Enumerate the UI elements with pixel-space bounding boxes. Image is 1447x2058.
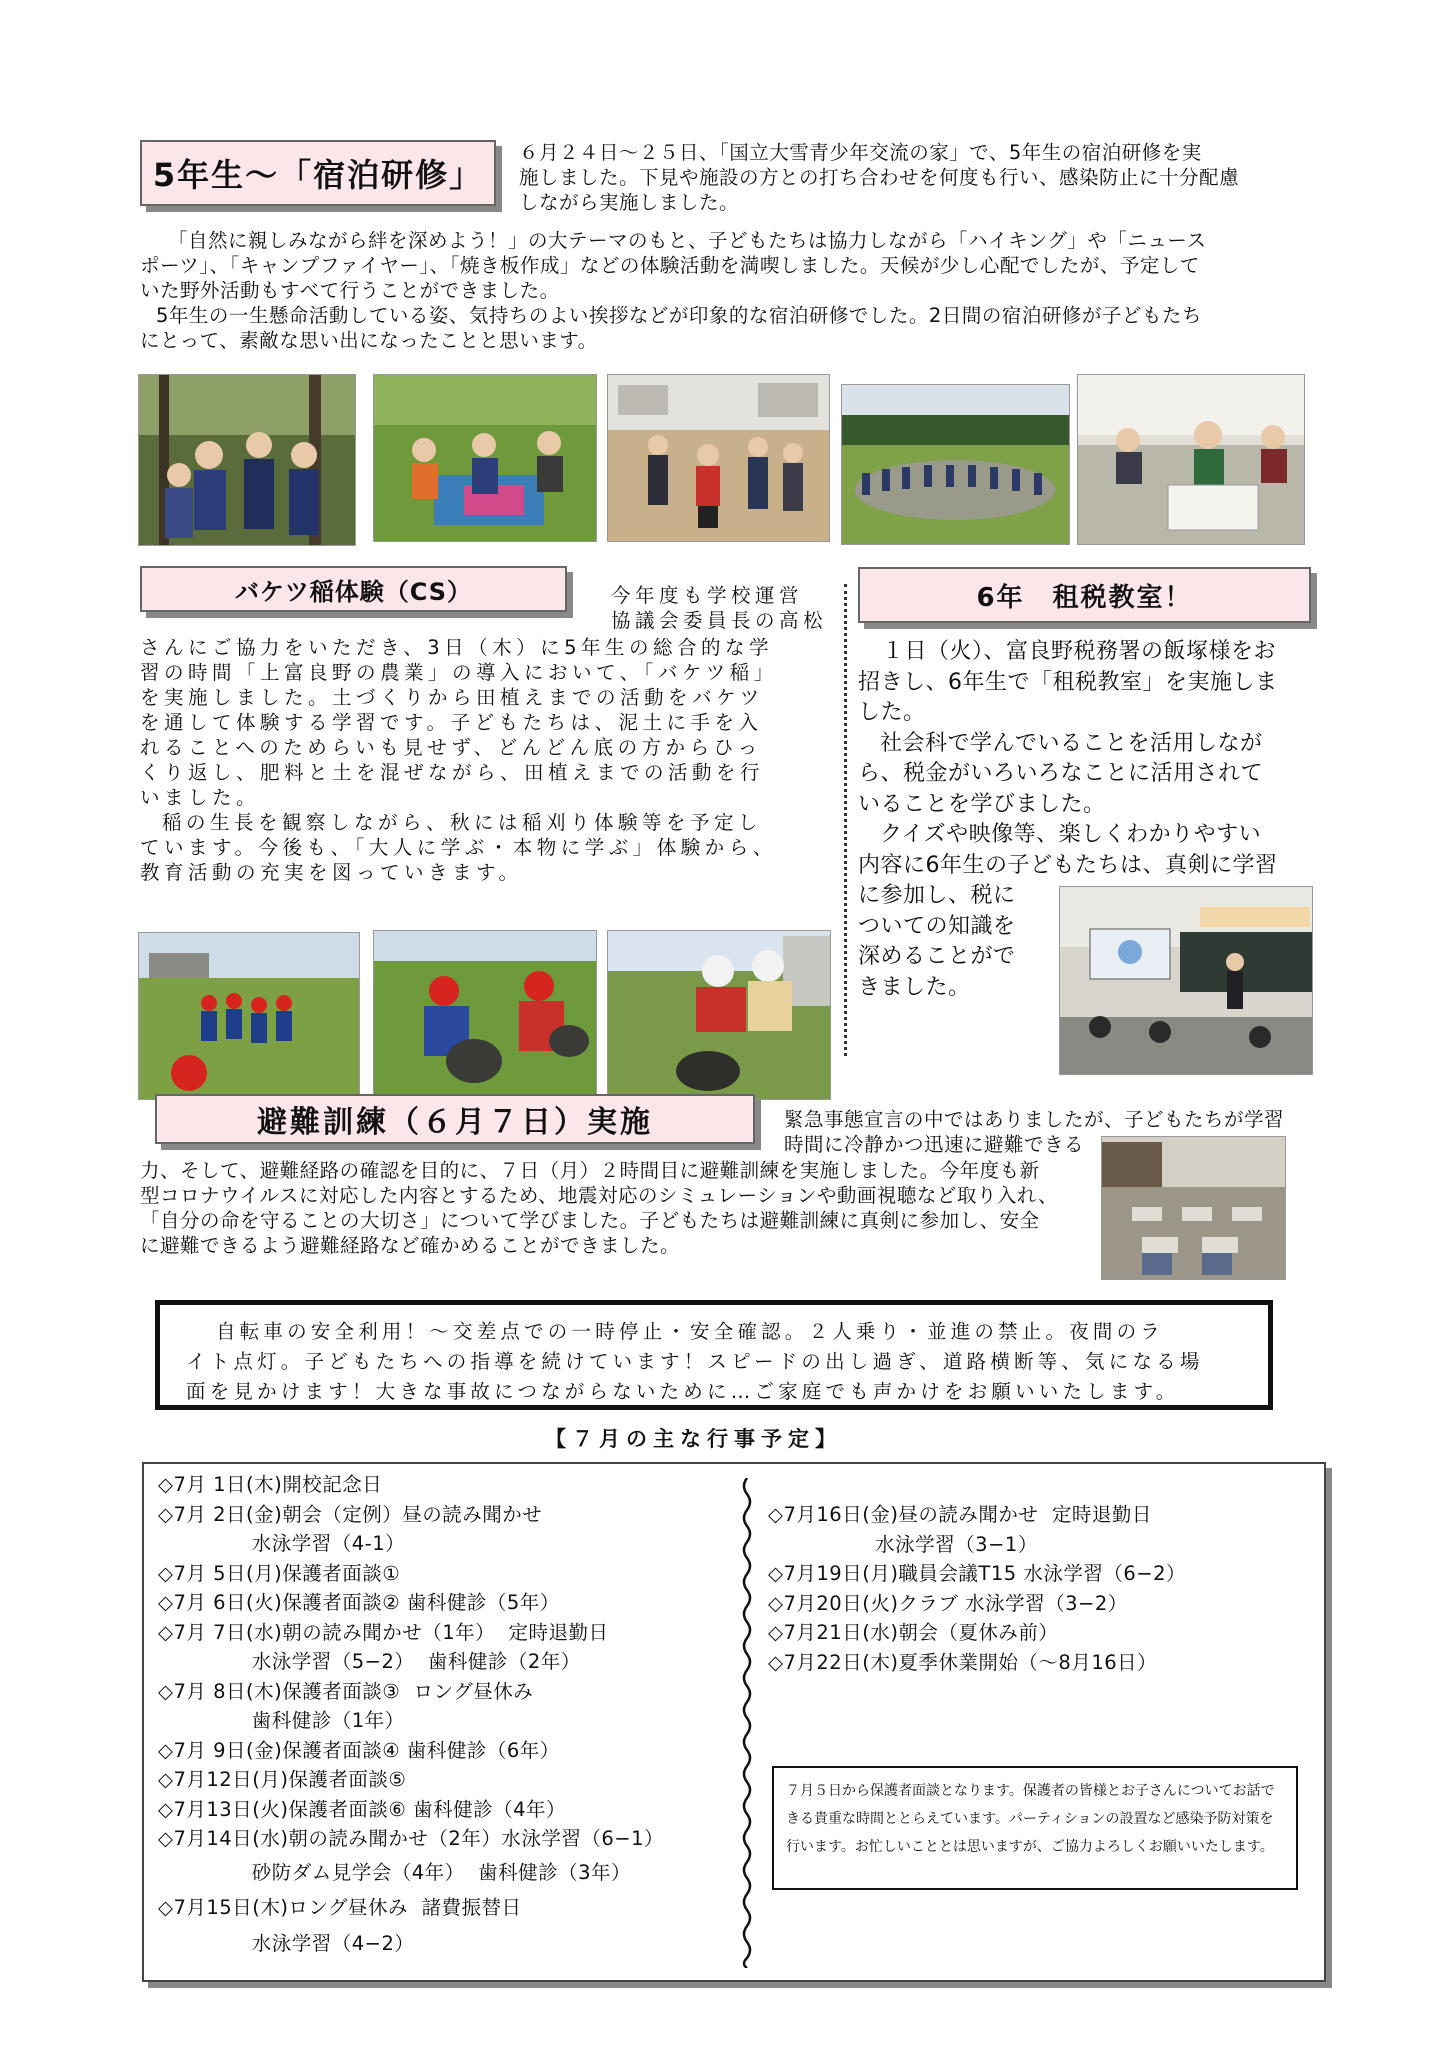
- bucket-rice-body: さんにご協力をいただき、3日（木）に5年生の総合的な学 習の時間「上富良野の農業」の導入において、「バケツ稲」 を実施しました。土づくりから田植えまでの活動をバケツ を通して体験する学習です。子どもたちは、泥土に手を入 れることへのためらいも見せず、どんどん底の方からひっ くり返し、肥料と土を混ぜながら、田植えまでの活動を行 いました。 稲の生長を観察しながら、秋には稲刈り体験等を予定し ています。今後も、「大人に学ぶ・本物に学ぶ」体験から、 教育活動の充実を図っていきます。: [140, 636, 778, 884]
- overnight-training-intro: ６月２４日～２５日、「国立大雪青少年交流の家」で、5年生の宿泊研修を実 施しました。下見や施設の方との打ち合わせを何度も行い、感染防止に十分配慮 しながら実施しました。: [519, 141, 1240, 214]
- schedule-item: ◇7月 9日(金)保護者面談④ 歯科健診（6年）: [158, 1738, 560, 1762]
- schedule-item: ◇7月14日(水)朝の読み聞かせ（2年）水泳学習（6−1）: [158, 1827, 664, 1850]
- schedule-item: ◇7月22日(木)夏季休業開始（～8月16日）: [768, 1650, 1158, 1674]
- schedule-item: ◇7月 2日(金)朝会（定例）昼の読み聞かせ: [158, 1502, 543, 1526]
- tax-class-body: １日（火）、富良野税務署の飯塚様をお 招きし、6年生で「租税教室」を実施しま した。 社会科で学んでいることを活用しなが ら、税金がいろいろなことに活用されて いることを学びました。 クイズや映像等、楽しくわかりやすい 内容に6年生の子どもたちは、真剣に学習 に参加し、税に ついての知識を 深めることがで きました。: [858, 639, 1278, 1000]
- section-title-bucket-rice: バケツ稲体験（CS）: [140, 566, 567, 612]
- section-title-overnight-training: 5年生～「宿泊研修」: [140, 140, 496, 206]
- schedule-item: ◇7月12日(月)保護者面談⑤: [158, 1768, 407, 1791]
- photo-empty-classroom: [1101, 1136, 1286, 1280]
- evacuation-drill-body: 力、そして、避難経路の確認を目的に、７日（月）２時間目に避難訓練を実施しました。今年度も新 型コロナウイルスに対応した内容とするため、地震対応のシミュレーションや動画視聴など取り入れ、 「自分の命を守ることの大切さ」について学びました。子どもたちは避難訓練に真剣に参加し、安全 に避難できるよう避難経路など確かめることができました。: [140, 1159, 1059, 1257]
- photo-rice-field-group: [138, 932, 360, 1100]
- schedule-item: ◇7月 1日(木)開校記念日: [158, 1473, 383, 1496]
- schedule-item: ◇7月16日(金)昼の読み聞かせ 定時退勤日: [768, 1503, 1152, 1526]
- evacuation-drill-intro: 緊急事態宣言の中ではありましたが、子どもたちが学習 時間に冷静かつ迅速に避難できる: [784, 1108, 1285, 1156]
- schedule-item: ◇7月15日(木)ロング昼休み 諸費振替日: [158, 1896, 522, 1919]
- schedule-item: 水泳学習（4-1）: [158, 1532, 406, 1555]
- photo-tax-classroom: [1059, 886, 1313, 1075]
- schedule-item: ◇7月 5日(月)保護者面談①: [158, 1561, 401, 1585]
- schedule-item: 水泳学習（5−2） 歯科健診（2年）: [158, 1650, 581, 1673]
- schedule-wavy-divider: [740, 1478, 754, 1968]
- overnight-training-body: 「自然に親しみながら絆を深めよう！」の大テーマのもと、子どもたちは協力しながら「ハイキング」や「ニュース ポーツ」、「キャンプファイヤー」、「焼き板作成」などの体験活動を満喫しました。天候が少し心配でしたが、予定して いた野外活動もすべて行うことができました。 5年生の一生懸命活動している姿、気持ちのよい挨拶などが印象的な宿泊研修でした。2日間の宿泊研修が子どもたち にとって、素敵な思い出になったことと思います。: [140, 229, 1207, 352]
- photo-campfire-circle: [841, 384, 1070, 545]
- schedule-item: ◇7月19日(月)職員会議T15 水泳学習（6−2）: [768, 1562, 1187, 1585]
- parent-interview-note: ７月５日から保護者面談となります。保護者の皆様とお子さんについてお話できる貴重な時間ととらえています。パーティションの設置など感染予防対策を行います。お忙しいこととは思いますが、ご協力よろしくお願いいたします。: [772, 1766, 1298, 1890]
- photo-woodburning-classroom: [1077, 374, 1305, 545]
- photo-picnic-lunch: [373, 374, 597, 542]
- photo-hiking-forest: [138, 374, 356, 546]
- schedule-item: 水泳学習（4−2）: [158, 1931, 415, 1955]
- schedule-item: ◇7月13日(火)保護者面談⑥ 歯科健診（4年）: [158, 1797, 567, 1821]
- photo-mixing-soil-bucket: [373, 930, 597, 1100]
- schedule-item: ◇7月21日(水)朝会（夏休み前）: [768, 1621, 1059, 1644]
- schedule-left-column: [158, 1470, 728, 1958]
- photo-gym-activity: [607, 374, 830, 542]
- photo-planting-with-mentor: [607, 930, 831, 1100]
- schedule-item: ◇7月 8日(木)保護者面談③ ロング昼休み: [158, 1679, 534, 1703]
- schedule-item: 砂防ダム見学会（4年） 歯科健診（3年）: [158, 1860, 631, 1884]
- schedule-item: 歯科健診（1年）: [158, 1709, 405, 1732]
- bucket-rice-intro: 今年度も学校運営 協議会委員長の高松: [611, 584, 828, 632]
- schedule-item: ◇7月 6日(火)保護者面談② 歯科健診（5年）: [158, 1591, 560, 1614]
- section-title-evacuation-drill: 避難訓練（６月７日）実施: [155, 1094, 755, 1144]
- column-divider: [844, 584, 847, 1056]
- schedule-item: ◇7月20日(火)クラブ 水泳学習（3−2）: [768, 1591, 1128, 1615]
- bicycle-safety-notice: 自転車の安全利用！～交差点での一時停止・安全確認。２人乗り・並進の禁止。夜間のラ イト点灯。子どもたちへの指導を続けています！スピードの出し過ぎ、道路横断等、気になる場 面を見かけます！大きな事故につながらないために…ご家庭でも声かけをお願いいたします。: [155, 1300, 1273, 1410]
- schedule-title: 【７月の主な行事予定】: [545, 1427, 842, 1451]
- section-title-tax-class: 6年 租税教室！: [858, 567, 1311, 623]
- schedule-right-column: [768, 1500, 1308, 1677]
- schedule-item: 水泳学習（3−1）: [768, 1532, 1038, 1556]
- schedule-item: ◇7月 7日(水)朝の読み聞かせ（1年） 定時退勤日: [158, 1620, 609, 1644]
